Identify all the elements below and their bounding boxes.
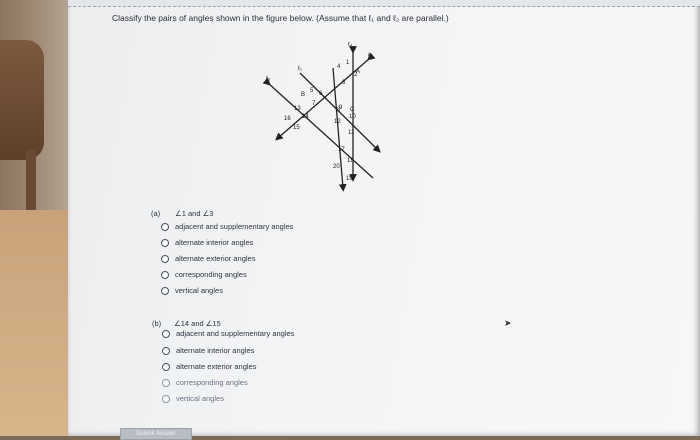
- radio-button[interactable]: [161, 255, 169, 263]
- part-a-option-3[interactable]: [161, 254, 255, 263]
- option-label: alternate exterior angles: [175, 254, 256, 263]
- angle-1: 1: [346, 60, 350, 66]
- part-b-option-5[interactable]: [162, 394, 224, 403]
- option-label: alternate interior angles: [176, 346, 255, 355]
- angle-15: 15: [293, 125, 300, 131]
- angle-18: 18: [347, 158, 354, 164]
- option-label: vertical angles: [175, 286, 223, 295]
- option-label: alternate interior angles: [175, 238, 254, 247]
- angle-11: 11: [348, 130, 355, 136]
- page-top-border: [68, 0, 700, 7]
- angle-20: 20: [333, 164, 340, 170]
- option-label: vertical angles: [176, 394, 224, 403]
- label-l4: ℓ₄: [348, 42, 353, 48]
- submit-answer-button[interactable]: Submit Answer: [120, 428, 192, 440]
- option-label: corresponding angles: [175, 270, 247, 279]
- label-l2: ℓ₂: [266, 76, 271, 82]
- option-label: adjacent and supplementary angles: [176, 329, 295, 338]
- angle-8: 8: [337, 107, 341, 113]
- radio-button[interactable]: [162, 347, 170, 355]
- line-l2: [268, 83, 373, 178]
- angle-2: 2: [354, 72, 358, 78]
- background-chair: [0, 40, 44, 160]
- background-chair-leg: [26, 150, 36, 210]
- angle-16: 16: [284, 116, 291, 122]
- label-l1: ℓ₁: [298, 66, 302, 72]
- radio-button[interactable]: [161, 287, 169, 295]
- angle-figure: [188, 38, 438, 208]
- browser-page: [68, 0, 700, 436]
- angle-19: 19: [346, 176, 353, 182]
- label-l3: ℓ₃: [368, 53, 373, 59]
- angle-9: 9: [339, 105, 343, 111]
- angle-13: 13: [294, 106, 301, 112]
- background-room: [0, 0, 70, 436]
- radio-button[interactable]: [161, 223, 169, 231]
- angle-5: 5: [310, 88, 314, 94]
- point-c: C: [350, 107, 355, 113]
- part-a-option-4[interactable]: [161, 270, 247, 279]
- point-b: B: [301, 92, 306, 98]
- radio-button[interactable]: [162, 395, 170, 403]
- option-label: corresponding angles: [176, 378, 248, 387]
- angle-3: 3: [342, 80, 346, 86]
- option-label: alternate exterior angles: [176, 362, 257, 371]
- option-label: adjacent and supplementary angles: [175, 222, 294, 231]
- radio-button[interactable]: [162, 363, 170, 371]
- angle-4: 4: [337, 64, 341, 70]
- part-b-option-1[interactable]: [162, 329, 294, 338]
- angle-17: 17: [338, 147, 345, 153]
- part-b-option-4[interactable]: [162, 378, 248, 387]
- angle-7: 7: [312, 101, 316, 107]
- mouse-cursor-icon: ➤: [504, 318, 512, 328]
- part-b-pair: ∠14 and ∠15: [174, 319, 221, 328]
- angle-6: 6: [319, 91, 323, 97]
- radio-button[interactable]: [161, 239, 169, 247]
- point-a: A: [356, 69, 361, 75]
- part-b-option-3[interactable]: [162, 362, 256, 371]
- background-floor: [0, 210, 70, 436]
- part-a-label: (a): [151, 209, 161, 218]
- part-a-option-1[interactable]: [161, 222, 293, 231]
- angle-14: 14: [302, 114, 309, 120]
- question-prompt: Classify the pairs of angles shown in the figure below. (Assume that ℓ₁ and ℓ₂ are parallel.): [112, 13, 449, 23]
- part-b-label: (b): [152, 319, 162, 328]
- radio-button[interactable]: [162, 330, 170, 338]
- part-a-option-5[interactable]: [161, 286, 223, 295]
- radio-button[interactable]: [161, 271, 169, 279]
- angle-10: 10: [349, 114, 356, 120]
- radio-button[interactable]: [162, 379, 170, 387]
- part-a-pair: ∠1 and ∠3: [175, 209, 214, 218]
- part-a-option-2[interactable]: [161, 238, 253, 247]
- part-b-option-2[interactable]: [162, 346, 254, 355]
- angle-12: 12: [334, 119, 341, 125]
